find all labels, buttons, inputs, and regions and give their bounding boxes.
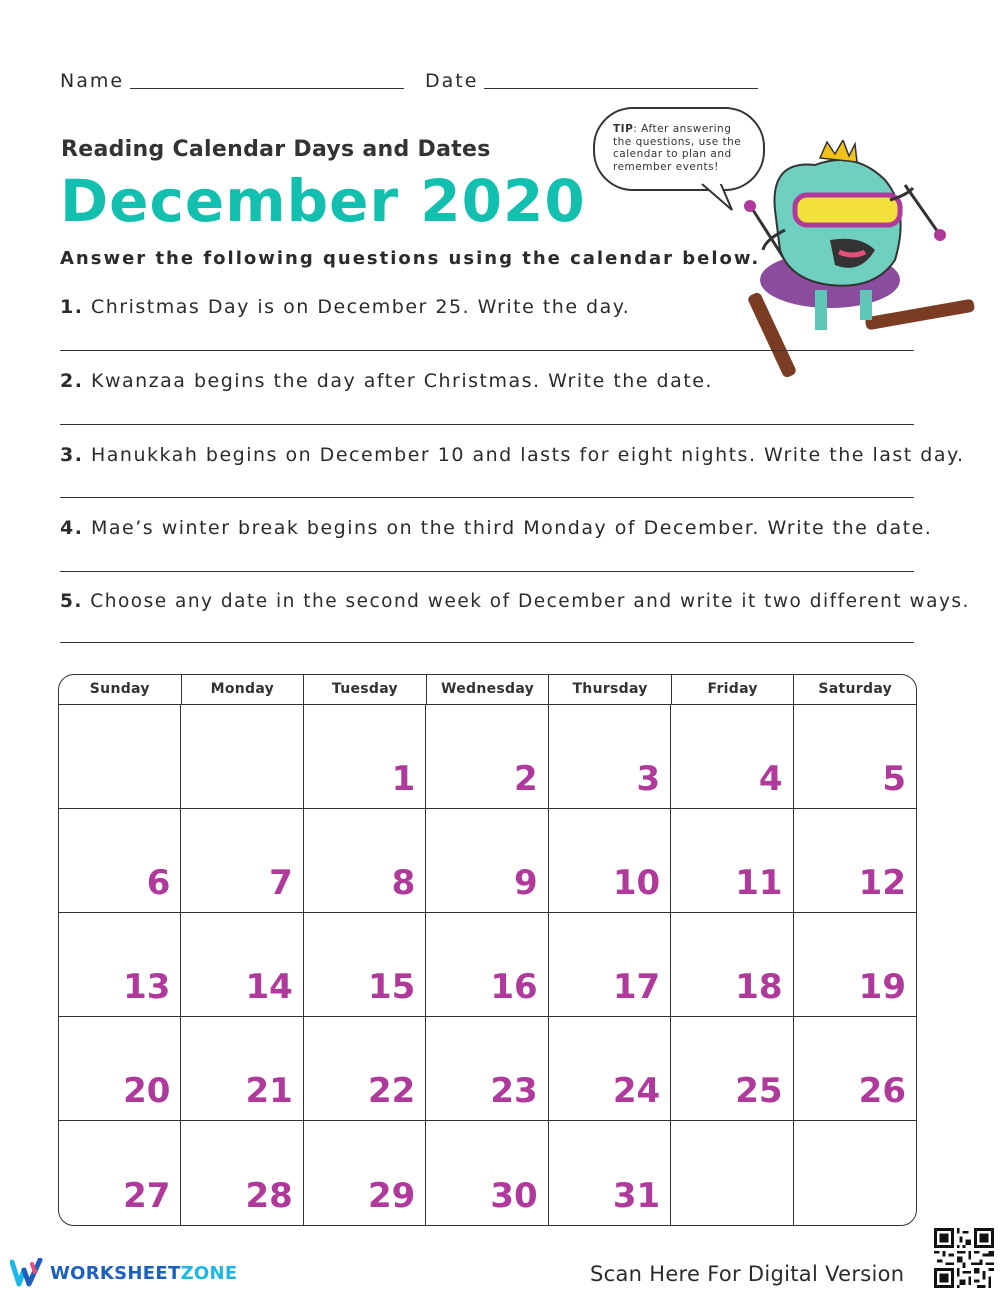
- calendar-day-number: 16: [490, 967, 538, 1007]
- calendar-day-number: 17: [612, 967, 661, 1007]
- question-number: 4.: [60, 517, 84, 539]
- calendar-day-number: 10: [612, 863, 661, 903]
- calendar-cell: [426, 1121, 548, 1225]
- calendar-cell: [794, 809, 916, 913]
- calendar-day-number: 30: [490, 1176, 538, 1216]
- answer-line-3[interactable]: [60, 497, 914, 498]
- calendar-cell: [426, 705, 548, 809]
- calendar-cell: [304, 809, 426, 913]
- scan-text: Scan Here For Digital Version: [590, 1262, 905, 1286]
- calendar-cell: [794, 1017, 916, 1121]
- calendar-cell: [671, 913, 793, 1017]
- name-field[interactable]: [130, 88, 404, 89]
- logo-word-1: WORKSHEET: [50, 1262, 181, 1284]
- tip-label: TIP: [613, 123, 634, 135]
- question-text: Hanukkah begins on December 10 and lasts for eight nights. Write the last day.: [91, 444, 965, 466]
- tip-text: [613, 123, 753, 173]
- calendar-cell: [794, 1121, 916, 1225]
- worksheet-subtitle: Reading Calendar Days and Dates: [61, 137, 491, 162]
- calendar-cell: [794, 913, 916, 1017]
- calendar-cell: [549, 1121, 671, 1225]
- calendar-cell: [426, 913, 548, 1017]
- answer-line-2[interactable]: [60, 424, 914, 425]
- question-1: [60, 296, 630, 318]
- calendar-day-number: 7: [269, 863, 293, 903]
- calendar-cell: [181, 705, 303, 809]
- question-number: 1.: [60, 296, 84, 318]
- question-text: Mae’s winter break begins on the third Monday of December. Write the date.: [91, 517, 933, 539]
- calendar-cell: [671, 1017, 793, 1121]
- question-number: 2.: [60, 370, 84, 392]
- calendar-header: [59, 675, 916, 705]
- calendar-day-number: 1: [391, 759, 416, 799]
- question-number: 3.: [60, 444, 84, 466]
- weekday-header: Saturday: [818, 681, 893, 697]
- question-4: [60, 517, 932, 539]
- calendar-cell: [549, 1017, 671, 1121]
- calendar-cell: [426, 1017, 548, 1121]
- calendar-cell: [304, 705, 426, 809]
- calendar-cell: [426, 809, 548, 913]
- calendar-day-number: 12: [858, 863, 906, 903]
- instructions: Answer the following questions using the calendar below.: [60, 248, 761, 269]
- calendar-day-number: 14: [245, 967, 293, 1007]
- calendar-day-number: 23: [490, 1071, 538, 1111]
- calendar-day-number: 21: [245, 1071, 293, 1111]
- weekday-header: Friday: [672, 675, 795, 704]
- qr-code-icon[interactable]: [934, 1228, 994, 1288]
- calendar-day-number: 8: [391, 863, 416, 903]
- calendar-day-number: 5: [882, 759, 906, 799]
- question-number: 5.: [60, 591, 83, 612]
- calendar-cell: [304, 1017, 426, 1121]
- question-text: Christmas Day is on December 25. Write the day.: [91, 296, 631, 318]
- name-label: Name: [60, 70, 125, 92]
- skiing-monster-illustration: [735, 140, 975, 380]
- calendar-day-number: 24: [612, 1071, 661, 1111]
- calendar: [58, 674, 917, 1226]
- calendar-day-number: 6: [146, 863, 171, 903]
- calendar-cell: [549, 913, 671, 1017]
- calendar-cell: [549, 705, 671, 809]
- calendar-cell: [794, 705, 916, 809]
- calendar-day-number: 26: [858, 1071, 906, 1111]
- calendar-cell: [671, 809, 793, 913]
- weekday-header: Sunday: [59, 675, 182, 704]
- date-label: Date: [425, 70, 479, 92]
- calendar-cell: [59, 1017, 181, 1121]
- worksheet-title: December 2020: [60, 167, 586, 235]
- question-5: [60, 591, 970, 612]
- calendar-cell: [59, 1121, 181, 1225]
- calendar-cell: [304, 1121, 426, 1225]
- question-text: Kwanzaa begins the day after Christmas. Write the date.: [91, 370, 713, 392]
- calendar-day-number: 3: [636, 759, 661, 799]
- calendar-cell: [59, 809, 181, 913]
- calendar-day-number: 20: [123, 1071, 171, 1111]
- weekday-header: Tuesday: [304, 675, 427, 704]
- calendar-cell: [181, 1017, 303, 1121]
- calendar-day-number: 18: [735, 967, 783, 1007]
- calendar-day-number: 19: [858, 967, 906, 1007]
- calendar-day-number: 9: [514, 863, 538, 903]
- weekday-header: Thursday: [549, 675, 672, 704]
- calendar-day-number: 25: [735, 1071, 783, 1111]
- calendar-cell: [549, 809, 671, 913]
- weekday-header: Wednesday: [427, 675, 550, 704]
- answer-line-5[interactable]: [60, 642, 914, 643]
- calendar-day-number: 4: [758, 759, 783, 799]
- calendar-grid: [59, 705, 916, 1225]
- calendar-day-number: 2: [514, 759, 538, 799]
- calendar-cell: [59, 705, 181, 809]
- calendar-day-number: 15: [367, 967, 416, 1007]
- calendar-day-number: 13: [123, 967, 171, 1007]
- logo-word-2: ZONE: [180, 1262, 238, 1284]
- calendar-day-number: 28: [245, 1176, 293, 1216]
- calendar-day-number: 31: [612, 1176, 661, 1216]
- calendar-cell: [181, 913, 303, 1017]
- calendar-cell: [181, 809, 303, 913]
- question-3: [60, 444, 965, 466]
- tip-body: : After answering the questions, use the calendar to plan and remember events!: [613, 123, 742, 173]
- worksheetzone-logo-icon: [10, 1258, 44, 1288]
- calendar-day-number: 22: [367, 1071, 416, 1111]
- date-field[interactable]: [484, 88, 758, 89]
- calendar-day-number: 11: [735, 863, 783, 903]
- calendar-day-number: 29: [367, 1176, 416, 1216]
- question-2: [60, 370, 713, 392]
- calendar-day-number: 27: [123, 1176, 171, 1216]
- calendar-cell: [304, 913, 426, 1017]
- calendar-cell: [671, 705, 793, 809]
- calendar-cell: [59, 913, 181, 1017]
- answer-line-1[interactable]: [60, 350, 914, 351]
- worksheetzone-logo[interactable]: [10, 1258, 238, 1288]
- question-text: Choose any date in the second week of December and write it two different ways.: [90, 591, 970, 612]
- answer-line-4[interactable]: [60, 571, 914, 572]
- calendar-cell: [181, 1121, 303, 1225]
- tip-bubble-tail: [700, 180, 740, 215]
- weekday-header: Monday: [182, 675, 305, 704]
- calendar-cell: [671, 1121, 793, 1225]
